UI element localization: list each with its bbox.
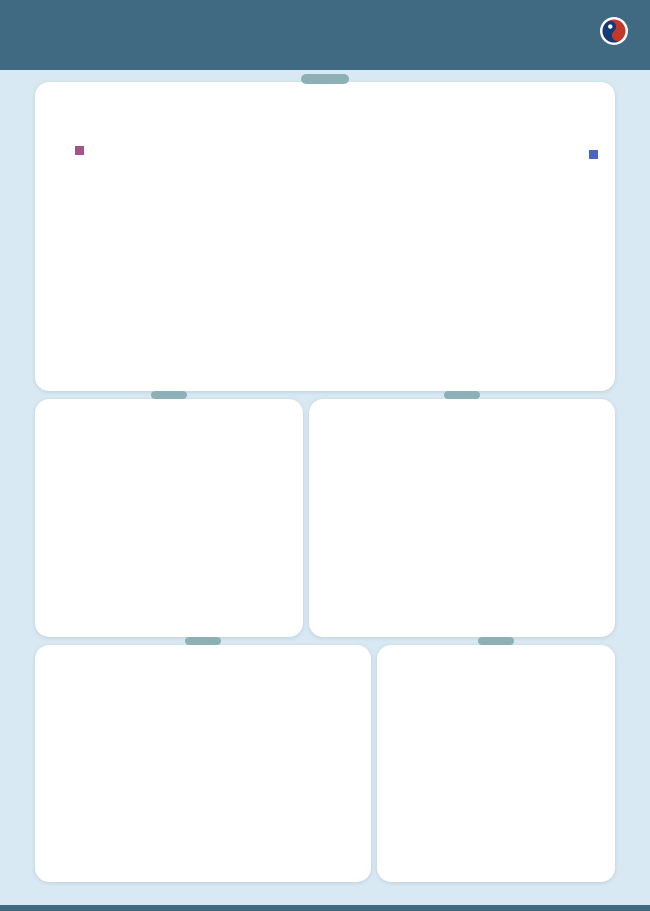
panel-grdp-title (301, 74, 349, 84)
grdp-legend-swatch (75, 146, 84, 155)
panel-ci-title (185, 637, 221, 645)
panel-structure (309, 399, 615, 637)
panel-pc-title (478, 637, 514, 645)
footer-bar (0, 905, 650, 911)
legend-grdp (75, 146, 87, 158)
consumption-chart (45, 693, 363, 759)
investment-chart (45, 781, 363, 861)
growth-radar-chart (37, 429, 301, 635)
structure-bars (319, 455, 607, 623)
percap-legend-swatch (589, 150, 598, 159)
panel-growth (35, 399, 303, 637)
legend-percap (589, 150, 601, 162)
panel-consumption-investment (35, 645, 371, 882)
per-capita-radar-chart (379, 679, 613, 879)
panel-growth-title (151, 391, 187, 399)
panel-structure-title (444, 391, 480, 399)
panel-per-capita (377, 645, 615, 882)
agency-logo (599, 16, 636, 46)
panel-grdp (35, 82, 615, 391)
taegeuk-emblem-icon (599, 16, 629, 46)
page-header (0, 0, 650, 70)
